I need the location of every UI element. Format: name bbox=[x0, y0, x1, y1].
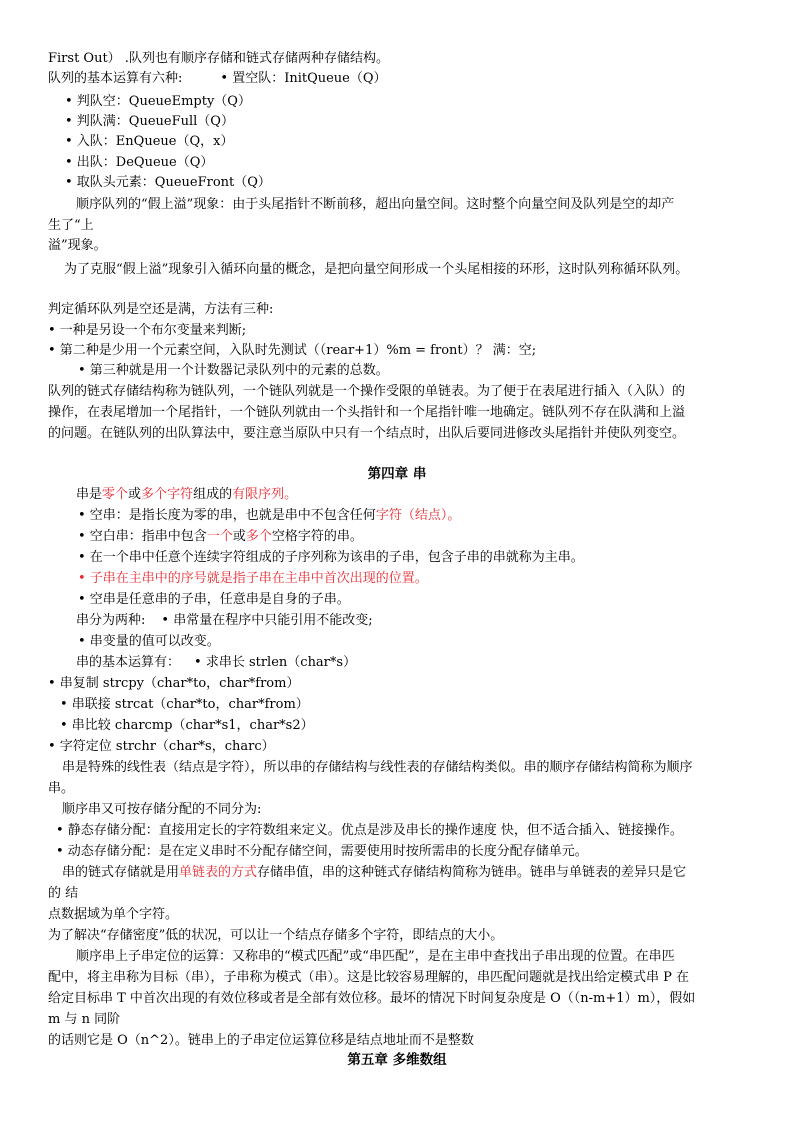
empty-string-def: • 空串：是指长度为零的串，也就是串中不包含任何字符（结点）。 bbox=[78, 508, 461, 523]
queue-op-empty: • 判队空：QueueEmpty（Q） bbox=[65, 94, 251, 109]
pattern-match-para-3: 给定目标串 T 中首次出现的有效位移或者是全部有效位移。最坏的情况下时间复杂度是 O（（n-m+1）m），假如 bbox=[48, 991, 696, 1006]
pattern-match-para-2: 配中，将主串称为目标（串），子串称为模式（串）。这是比较容易理解的，串匹配问题就是找出给定模式串 P 在 bbox=[48, 970, 690, 985]
storage-density-para: 为了解决“存储密度”低的状况，可以让一个结点存储多个字符，即结点的大小。 bbox=[48, 928, 504, 943]
string-storage-para-1: 串是特殊的线性表（结点是字符），所以串的存储结构与线性表的存储结构类似。串的顺序存储结构简称为顺序 bbox=[62, 760, 693, 775]
static-alloc: • 静态存储分配：直接用定长的字符数组来定义。优点是涉及串长的操作速度 快，但不适合插入、链接操作。 bbox=[56, 823, 683, 838]
linked-string-para-1: 串的链式存储就是用单链表的方式存储串值，串的这种链式存储结构简称为链串。链串与单链表的差异只是它 bbox=[62, 865, 687, 880]
substring-def: • 在一个串中任意个连续字符组成的子序列称为该串的子串，包含子串的串就称为主串。 bbox=[78, 550, 584, 565]
circular-check-1: • 一种是另设一个布尔变量来判断; bbox=[48, 323, 247, 338]
string-op-compare: • 串比较 charcmp（char*s1，char*s2） bbox=[60, 718, 314, 733]
empty-substring-def: • 空串是任意串的子串，任意串是自身的子串。 bbox=[78, 592, 350, 607]
string-op-concat: • 串联接 strcat（char*to，char*from） bbox=[60, 697, 309, 712]
false-overflow-para-1: 顺序队列的“假上溢”现象：由于头尾指针不断前移，超出向量空间。这时整个向量空间及队列是空的却产 bbox=[76, 197, 675, 212]
queue-op-enqueue: • 入队：EnQueue（Q，x） bbox=[65, 134, 234, 149]
dynamic-alloc: • 动态存储分配：是在定义串时不分配存储空间，需要使用时按所需串的长度分配存储单元。 bbox=[56, 844, 588, 859]
circular-check-2: • 第二种是少用一个元素空间，入队时先测试（（rear+1）%m = front）？ 满：空; bbox=[48, 343, 537, 358]
string-definition: 串是零个或多个字符组成的有限序列。 bbox=[76, 487, 298, 502]
string-op-copy: • 串复制 strcpy（char*to，char*from） bbox=[48, 676, 300, 691]
queue-op-full: • 判队满：QueueFull（Q） bbox=[65, 114, 234, 129]
queue-op-dequeue: • 出队：DeQueue（Q） bbox=[65, 155, 214, 170]
queue-op-front: • 取队头元素：QueueFront（Q） bbox=[65, 175, 271, 190]
pattern-match-para-5: 的话则它是 O（n^2）。链串上的子串定位运算位移是结点地址而不是整数 bbox=[48, 1033, 474, 1048]
pattern-match-para-4: m 与 n 同阶 bbox=[48, 1012, 121, 1027]
linked-queue-para-3: 的问题。在链队列的出队算法中，要注意当原队中只有一个结点时，出队后要同进修改头尾指针并使队列变空。 bbox=[48, 426, 686, 441]
circular-check-3: • 第三种就是用一个计数器记录队列中的元素的总数。 bbox=[78, 363, 389, 378]
circular-queue-para: 为了克服“假上溢”现象引入循环向量的概念，是把向量空间形成一个头尾相接的环形，这时队列称循环队列。 bbox=[64, 262, 689, 277]
string-alloc-intro: 顺序串又可按存储分配的不同分为: bbox=[62, 802, 262, 817]
circular-check-intro: 判定循环队列是空还是满，方法有三种: bbox=[48, 302, 274, 317]
string-kinds: 串分为两种: • 串常量在程序中只能引用不能改变; bbox=[76, 613, 373, 628]
pattern-match-para-1: 顺序串上子串定位的运算：又称串的“模式匹配”或“串匹配”，是在主串中查找出子串出现的位置。在串匹 bbox=[76, 949, 675, 964]
substring-position-def: • 子串在主串中的序号就是指子串在主串中首次出现的位置。 bbox=[78, 571, 428, 586]
string-ops-intro: 串的基本运算有： • 求串长 strlen（char*s） bbox=[76, 655, 357, 670]
linked-string-para-3: 点数据域为单个字符。 bbox=[48, 907, 179, 922]
false-overflow-para-2: 生了“上 bbox=[48, 218, 94, 233]
false-overflow-para-3: 溢”现象。 bbox=[48, 238, 107, 253]
queue-storage-line: First Out） .队列也有顺序存储和链式存储两种存储结构。 bbox=[48, 51, 389, 66]
linked-string-para-2: 的 结 bbox=[48, 886, 79, 901]
queue-ops-intro: 队列的基本运算有六种: • 置空队：InitQueue（Q） bbox=[48, 71, 387, 86]
chapter-4-heading: 第四章 串 bbox=[367, 466, 427, 482]
string-storage-para-2: 串。 bbox=[48, 781, 75, 796]
linked-queue-para-1: 队列的链式存储结构称为链队列，一个链队列就是一个操作受限的单链表。为了便于在表尾进行插入（入队）的 bbox=[48, 384, 686, 399]
chapter-5-heading: 第五章 多维数组 bbox=[347, 1052, 447, 1068]
string-op-locate: • 字符定位 strchr（char*s，charc） bbox=[48, 739, 275, 754]
blank-string-def: • 空白串：指串中包含一个或多个空格字符的串。 bbox=[78, 529, 363, 544]
string-variable: • 串变量的值可以改变。 bbox=[78, 634, 220, 649]
linked-queue-para-2: 操作，在表尾增加一个尾指针，一个链队列就由一个头指针和一个尾指针唯一地确定。链队列不存在队满和上溢 bbox=[48, 405, 686, 420]
